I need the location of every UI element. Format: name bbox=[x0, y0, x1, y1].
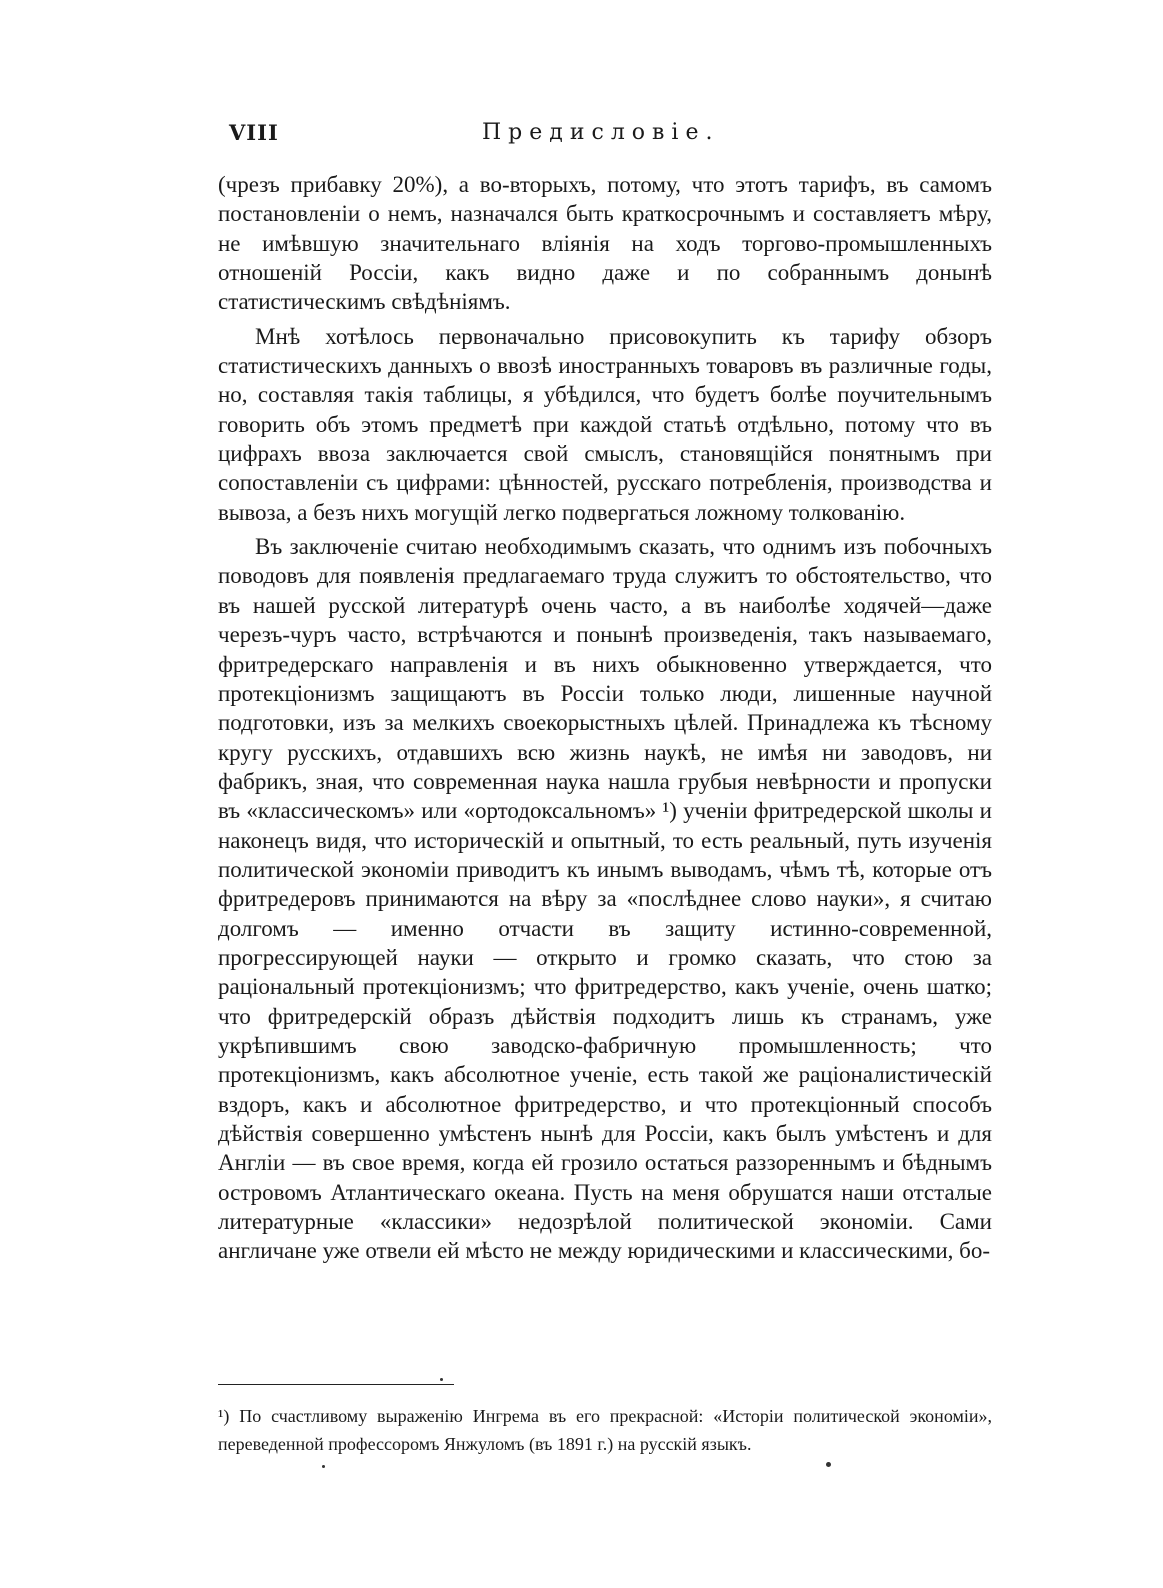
paragraph-conclusion: Въ заключеніе считаю необходимымъ сказать, что однимъ изъ побочныхъ поводовъ для появленія предлагаемаго труда служитъ то обстоятельство, что въ нашей русской литературѣ очень часто, а въ наиболѣе ходячей—даже черезъ-чуръ часто, встрѣчаются и понынѣ произведенія, такъ называемаго, фритредерскаго направленія и въ нихъ обыкновенно утверждается, что протекціонизмъ защищаютъ въ Россіи только люди, лишенные научной подготовки, изъ за мелкихъ своекорыстныхъ цѣлей. Принадлежа къ тѣсному кругу русскихъ, отдавшихъ всю жизнь наукѣ, не имѣя ни заводовъ, ни фабрикъ, зная, что современная наука нашла грубыя невѣрности и пропуски въ «классическомъ» или «ортодоксальномъ» ¹) ученіи фритредерской школы и наконецъ видя, что историческій и опытный, то есть реальный, путь изученія политической экономіи приводитъ къ инымъ выводамъ, чѣмъ тѣ, которые отъ фритредеровъ принимаются на вѣру за «послѣднее слово науки», я считаю долгомъ — именно отчасти въ защиту истинно-современной, прогрессирующей науки — открыто и громко сказать, что стою за раціональный протекціонизмъ; что фритредерство, какъ ученіе, очень шатко; что фритредерскій образъ дѣйствія подходитъ лишь къ странамъ, уже укрѣпившимъ свою заводско-фабричную промышленность; что протекціонизмъ, какъ абсолютное ученіе, есть такой же раціоналистическій вздоръ, какъ и абсолютное фритредерство, и что протекціонный способъ дѣйствія совершенно умѣстенъ нынѣ для Россіи, какъ былъ умѣстенъ и для Англіи — въ свое время, когда ей грозило остаться раззореннымъ и бѣднымъ островомъ Атлантическаго океана. Пусть на меня обрушатся наши отсталые литературные «классики» недозрѣлой политической экономіи. Сами англичане уже отвели ей мѣсто не между юридическими и классическими, бо- bbox=[218, 534, 992, 1264]
footnote-rule bbox=[218, 1384, 454, 1385]
body-text bbox=[218, 170, 992, 1266]
paragraph-statistics: Мнѣ хотѣлось первоначально присовокупить къ тарифу обзоръ статистическихъ данныхъ о ввозѣ иностранныхъ товаровъ въ различные годы, но, составляя такія таблицы, я убѣдился, что будетъ болѣе поучительнымъ говорить объ этомъ предметѣ при каждой статьѣ отдѣльно, потому что въ цифрахъ ввоза заключается свой смыслъ, становящійся понятнымъ при сопоставленіи съ цифрами: цѣнностей, русскаго потребленія, производства и вывоза, а безъ нихъ могущій легко подвергаться ложному толкованію. bbox=[218, 323, 992, 525]
page-number: VIII bbox=[229, 120, 279, 145]
running-title: Предисловіе. bbox=[482, 120, 720, 145]
scan-speck bbox=[322, 1465, 325, 1468]
scan-speck bbox=[440, 1378, 443, 1381]
scan-speck bbox=[826, 1462, 831, 1467]
paragraph-continuation: (чрезъ прибавку 20%), а во-вторыхъ, потому, что этотъ тарифъ, въ самомъ постановленіи о немъ, назначался быть краткосрочнымъ и составляетъ мѣру, не имѣвшую значительнаго вліянія на ходъ торгово-промышленныхъ отношеній Россіи, какъ видно даже и по собраннымъ донынѣ статистическимъ свѣдѣніямъ. bbox=[218, 172, 992, 315]
page-header bbox=[229, 120, 995, 154]
footnote-text: ¹) По счастливому выраженію Ингрема въ его прекрасной: «Исторіи политической экономіи», переведенной профессоромъ Янжуломъ (въ 1891 г.) на русскій языкъ. bbox=[218, 1406, 992, 1454]
footnote bbox=[218, 1402, 992, 1458]
